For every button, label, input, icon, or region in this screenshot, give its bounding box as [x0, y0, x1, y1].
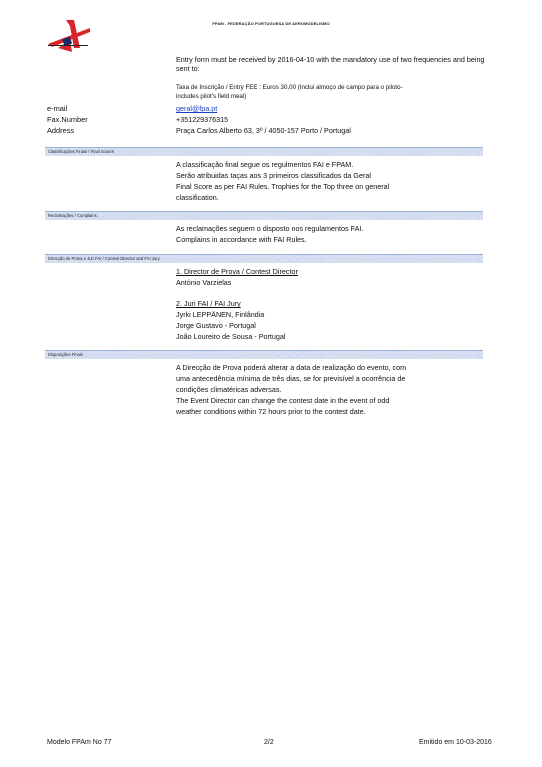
complains-line: As reclamações seguem o disposto nos regulamentos FAI. — [176, 224, 364, 233]
footer-page-number: 2/2 — [264, 739, 274, 746]
jury-member: Jorge Gustavo - Portugal — [176, 321, 256, 330]
email-link[interactable]: geral@fpa.pt — [176, 104, 218, 113]
entry-fee-line-2: includes pilot's field meal) — [176, 93, 247, 100]
entry-deadline-line: Entry form must be received by 2016-04-10 with the mandatory use of two frequencies and being — [176, 55, 485, 64]
provisions-line: A Direcção de Prova poderá alterar a data de realização do evento, com — [176, 363, 407, 372]
provisions-line: weather conditions within 72 hours prior to the contest date. — [176, 407, 366, 416]
section-title: Classificações Finais / Final Scores — [48, 149, 114, 154]
section-header-final-provisions — [45, 350, 483, 359]
email-label: e-mail — [47, 104, 68, 113]
entry-deadline-line-2: sent to: — [176, 64, 200, 73]
complains-line: Complains in accordance with FAI Rules. — [176, 235, 307, 244]
scores-line: Final Score as per FAI Rules. Trophies for the Top three on general — [176, 182, 390, 191]
section-title: Reclamações / Complains. — [48, 213, 98, 218]
section-header-final-scores — [45, 147, 483, 156]
scores-line: Serão atribuidas taças aos 3 primeiros classificados da Geral — [176, 171, 371, 180]
address-label: Address — [47, 126, 75, 135]
fax-value: +351229376315 — [176, 115, 229, 124]
jury-member: João Loureiro de Sousa - Portugal — [176, 332, 286, 341]
director-name: António Varzielas — [176, 278, 232, 287]
entry-fee-line: Taxa de Inscrição / Entry FEE : Euros 30,00 (Inclui almoço de campo para o piloto- — [176, 84, 403, 91]
organization-title: FPAM - FEDERAÇÃO PORTUGUESA DE AEROMODELISMO — [212, 21, 330, 26]
footer-model: Modelo FPAm No 77 — [47, 739, 112, 746]
fax-label: Fax.Number — [47, 115, 88, 124]
provisions-line: The Event Director can change the contest date in the event of odd — [176, 396, 390, 405]
section-title: Direcção de Prova e Juri FAI / Contest Director and FAI Jury — [48, 256, 160, 261]
jury-member: Jyrki LEPPÄNEN, Finlândia — [176, 310, 265, 319]
jury-heading: 2. Juri FAI / FAI Jury — [176, 299, 241, 308]
section-title: Disposições Finais — [48, 352, 83, 357]
address-value: Praça Carlos Alberto 63, 3º / 4050-157 Porto / Portugal — [176, 126, 351, 135]
section-header-direction — [45, 254, 483, 263]
section-header-complains — [45, 211, 483, 220]
provisions-line: condições climatéricas adversas. — [176, 385, 282, 394]
scores-line: classification. — [176, 193, 219, 202]
provisions-line: uma antecedência mínima de três dias, se for previsível a ocorrência de — [176, 374, 406, 383]
footer-issued-date: Emitido em 10-03-2016 — [419, 739, 492, 746]
director-heading: 1. Director de Prova / Contest Director — [176, 267, 298, 276]
scores-line: A classificação final segue os regulmentos FAI e FPAM. — [176, 160, 354, 169]
